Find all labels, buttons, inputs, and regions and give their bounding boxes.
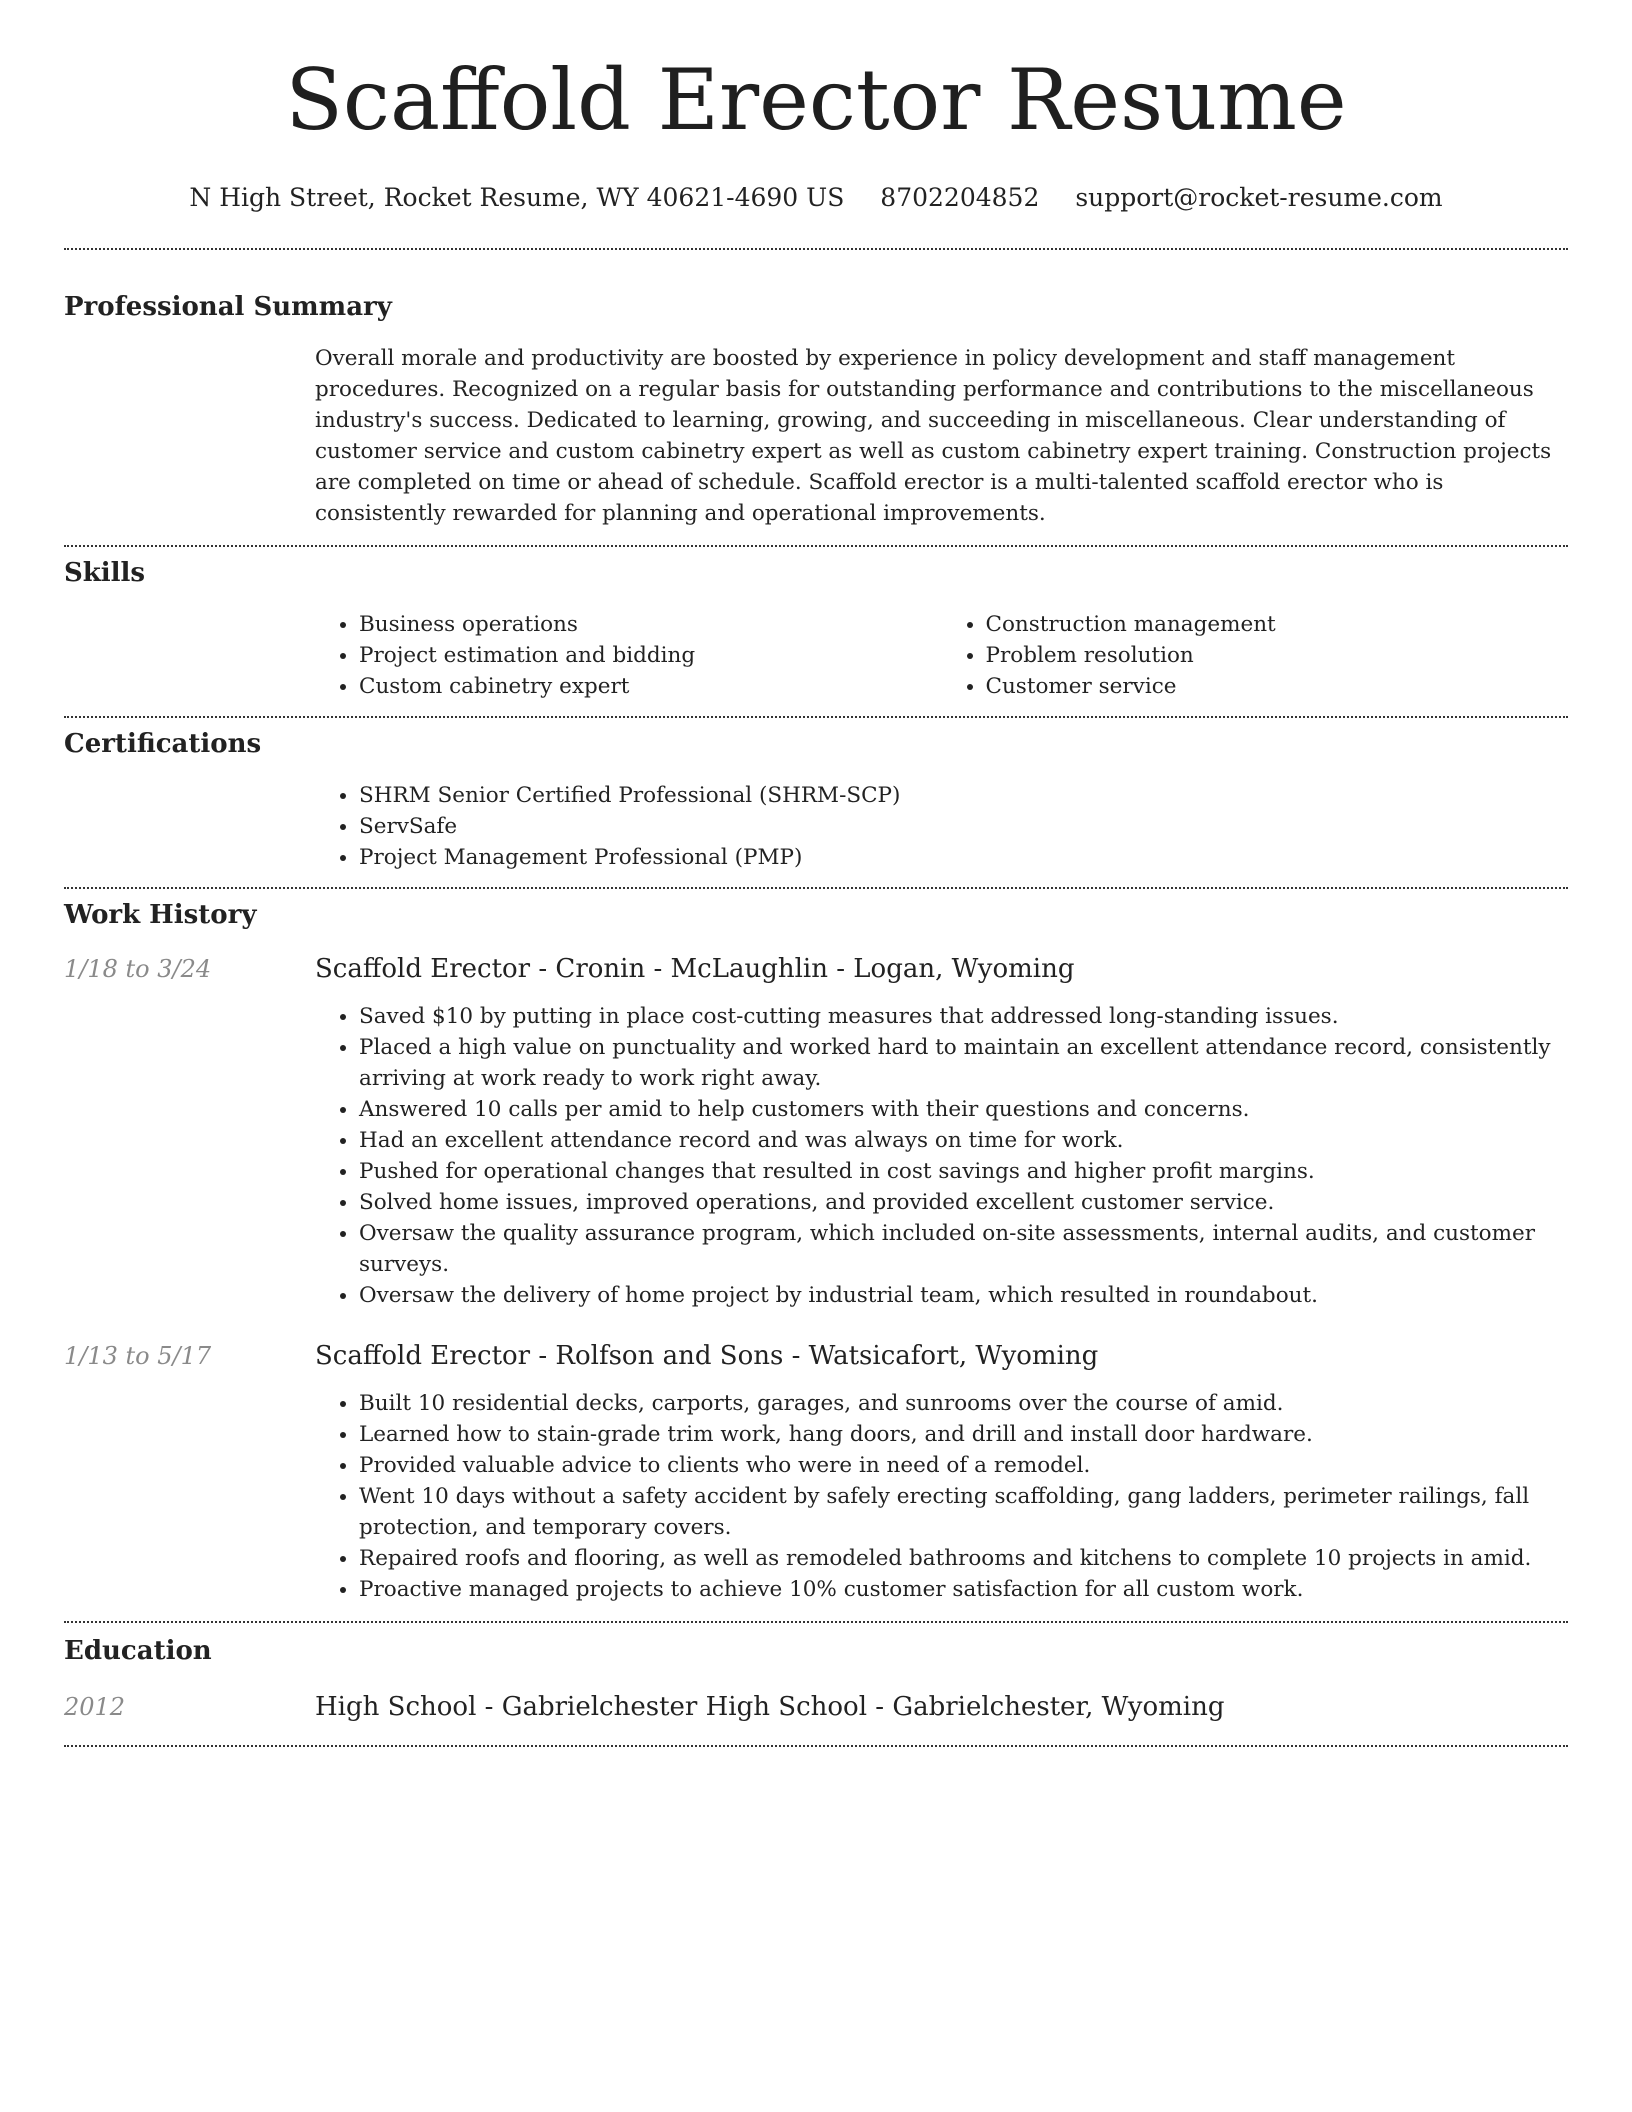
- job-title: Scaffold Erector - Rolfson and Sons - Watsicafort, Wyoming: [315, 1341, 1099, 1371]
- summary-text: Overall morale and productivity are boosted by experience in policy development and staff management procedures. Recognized on a regular basis for outstanding performance and contributions to the miscellaneous industry's success. Dedicated to learning, growing, and succeeding in miscellaneous. Clear understanding of customer service and custom cabinetry expert as well as custom cabinetry expert training. Construction projects are completed on time or ahead of schedule. Scaffold erector is a multi-talented scaffold erector who is consistently rewarded for planning and operational improvements.: [315, 346, 1552, 526]
- education-year: 2012: [64, 1693, 126, 1721]
- certifications-block: [315, 780, 1568, 873]
- summary-section: [64, 291, 1568, 529]
- section-heading-certifications: Certifications: [64, 729, 262, 759]
- contact-email: support@rocket-resume.com: [1075, 183, 1443, 212]
- job-duties: [315, 1001, 1568, 1311]
- work-history-section: [64, 899, 1568, 1605]
- skill-item: • Construction management: [986, 609, 1569, 640]
- resume-title: Scaffold Erector Resume: [285, 51, 1347, 149]
- job-duty: • Built 10 residential decks, carports, garages, and sunrooms over the course of amid.: [359, 1388, 1568, 1419]
- section-heading-skills: Skills: [64, 558, 146, 588]
- skills-grid: [315, 609, 1568, 702]
- contact-phone: 8702204852: [880, 183, 1040, 212]
- divider: [64, 248, 1568, 250]
- section-heading-summary: Professional Summary: [64, 292, 392, 322]
- job-title: Scaffold Erector - Cronin - McLaughlin - Logan, Wyoming: [315, 954, 1075, 984]
- education-title: High School - Gabrielchester High School - Gabrielchester, Wyoming: [315, 1692, 1225, 1722]
- skill-item: • Project estimation and bidding: [359, 640, 942, 671]
- job-duty: • Answered 10 calls per amid to help customers with their questions and concerns.: [359, 1094, 1568, 1125]
- divider: [64, 716, 1568, 718]
- job-duty: • Repaired roofs and flooring, as well as remodeled bathrooms and kitchens to complete 10 projects in amid.: [359, 1543, 1568, 1574]
- contact-address: N High Street, Rocket Resume, WY 40621-4690 US: [189, 183, 845, 212]
- job-entry: [64, 1340, 1568, 1605]
- divider: [64, 545, 1568, 547]
- skill-item: • Customer service: [986, 671, 1569, 702]
- certifications-section: [64, 728, 1568, 873]
- certification-item: • SHRM Senior Certified Professional (SHRM-SCP): [359, 780, 1568, 811]
- job-duty: • Learned how to stain-grade trim work, hang doors, and drill and install door hardware.: [359, 1419, 1568, 1450]
- job-duty: • Pushed for operational changes that resulted in cost savings and higher profit margins.: [359, 1156, 1568, 1187]
- job-header: [64, 953, 1568, 985]
- section-heading-work-history: Work History: [64, 900, 257, 930]
- education-entry: [64, 1691, 1568, 1723]
- job-duty: • Went 10 days without a safety accident by safely erecting scaffolding, gang ladders, perimeter railings, fall protection, and temporary covers.: [359, 1481, 1568, 1543]
- skill-item: • Business operations: [359, 609, 942, 640]
- job-header: [64, 1340, 1568, 1372]
- job-duty: • Placed a high value on punctuality and worked hard to maintain an excellent attendance record, consistently arriving at work ready to work right away.: [359, 1032, 1568, 1094]
- divider: [64, 887, 1568, 889]
- skills-list-right: [942, 609, 1569, 702]
- job-duty: • Had an excellent attendance record and was always on time for work.: [359, 1125, 1568, 1156]
- section-heading-education: Education: [64, 1636, 212, 1666]
- skills-list-left: [315, 609, 942, 702]
- contact-line: [64, 182, 1568, 214]
- certification-item: • Project Management Professional (PMP): [359, 842, 1568, 873]
- skills-section: [64, 557, 1568, 702]
- certification-item: • ServSafe: [359, 811, 1568, 842]
- job-duties: [315, 1388, 1568, 1605]
- job-duty: • Oversaw the quality assurance program, which included on-site assessments, internal audits, and customer surveys.: [359, 1218, 1568, 1280]
- job-duty: • Oversaw the delivery of home project by industrial team, which resulted in roundabout.: [359, 1280, 1568, 1311]
- job-dates: 1/13 to 5/17: [64, 1342, 212, 1370]
- job-duty: • Provided valuable advice to clients who were in need of a remodel.: [359, 1450, 1568, 1481]
- job-duties-list: [315, 1388, 1568, 1605]
- job-duty: • Saved $10 by putting in place cost-cutting measures that addressed long-standing issues.: [359, 1001, 1568, 1032]
- job-entry: [64, 953, 1568, 1311]
- divider: [64, 1745, 1568, 1747]
- job-duty: • Solved home issues, improved operations, and provided excellent customer service.: [359, 1187, 1568, 1218]
- education-section: [64, 1635, 1568, 1723]
- job-duty: • Proactive managed projects to achieve 10% customer satisfaction for all custom work.: [359, 1574, 1568, 1605]
- skill-item: • Problem resolution: [986, 640, 1569, 671]
- job-duties-list: [315, 1001, 1568, 1311]
- resume-page: [64, 0, 1568, 1747]
- divider: [64, 1621, 1568, 1623]
- skill-item: • Custom cabinetry expert: [359, 671, 942, 702]
- certifications-list: [315, 780, 1568, 873]
- job-dates: 1/18 to 3/24: [64, 955, 212, 983]
